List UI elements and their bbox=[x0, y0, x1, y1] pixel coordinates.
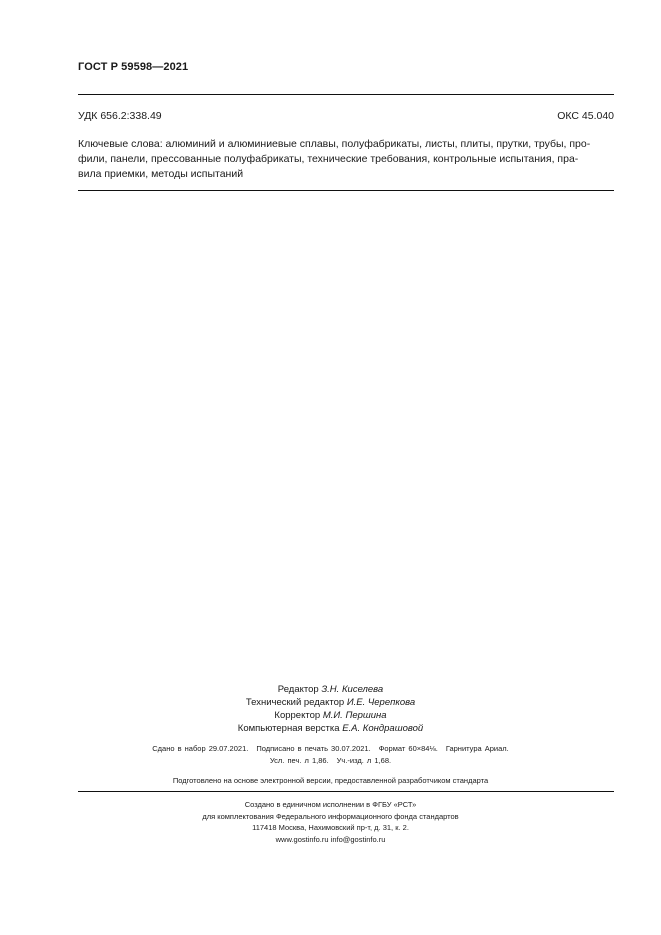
credit-proofreader bbox=[0, 709, 661, 722]
credit-role: Компьютерная верстка bbox=[237, 723, 340, 734]
keywords-line: вила приемки, методы испытаний bbox=[78, 168, 244, 180]
imprint-line: 117418 Москва, Нахимовский пр-т, д. 31, к. 2. bbox=[252, 823, 409, 832]
credit-role: Корректор bbox=[274, 710, 321, 721]
print-sheets: Усл. печ. л 1,86. bbox=[269, 756, 329, 765]
credit-name: И.Е. Черепкова bbox=[346, 697, 416, 708]
typeface: Гарнитура Ариал. bbox=[445, 744, 509, 753]
credit-layout bbox=[0, 722, 661, 735]
imprint-line: Создано в единичном исполнении в ФГБУ «РСТ» bbox=[244, 800, 417, 809]
publisher-sheets: Уч.-изд. л 1,68. bbox=[336, 756, 392, 765]
keywords-divider bbox=[78, 190, 614, 191]
credit-name: М.И. Першина bbox=[322, 710, 387, 721]
document-code: ГОСТ Р 59598—2021 bbox=[78, 61, 189, 73]
credit-name: З.Н. Киселева bbox=[321, 684, 384, 695]
udk-code: УДК 656.2:338.49 bbox=[78, 110, 162, 122]
paper-format: Формат 60×84⅛. bbox=[378, 744, 438, 753]
editorial-credits bbox=[0, 683, 661, 735]
credit-role: Редактор bbox=[277, 684, 319, 695]
imprint-contacts: www.gostinfo.ru info@gostinfo.ru bbox=[275, 834, 386, 844]
credit-tech-editor bbox=[0, 696, 661, 709]
credit-name: Е.А. Кондрашовой bbox=[342, 723, 424, 734]
header-divider bbox=[78, 94, 614, 95]
keywords-paragraph bbox=[78, 137, 614, 182]
publication-info-row-1 bbox=[0, 743, 661, 755]
imprint-divider bbox=[78, 791, 614, 792]
imprint-block bbox=[0, 799, 661, 845]
publication-info-row-2 bbox=[0, 755, 661, 767]
keywords-line: Ключевые слова: алюминий и алюминиевые сплавы, полуфабрикаты, листы, плиты, прутки, трубы, про- bbox=[78, 138, 591, 150]
prepared-note: Подготовлено на основе электронной версии, предоставленной разработчиком стандарта bbox=[172, 776, 489, 785]
keywords-line: фили, панели, прессованные полуфабрикаты, технические требования, контрольные испытания, пра- bbox=[78, 153, 579, 165]
credit-editor bbox=[0, 683, 661, 696]
publication-info bbox=[0, 743, 661, 767]
submitted-date: Сдано в набор 29.07.2021. bbox=[152, 744, 249, 753]
imprint-line: для комплектования Федерального информационного фонда стандартов bbox=[202, 811, 459, 821]
oks-code: ОКС 45.040 bbox=[557, 110, 614, 122]
credit-role: Технический редактор bbox=[245, 697, 345, 708]
signed-date: Подписано в печать 30.07.2021. bbox=[256, 744, 371, 753]
